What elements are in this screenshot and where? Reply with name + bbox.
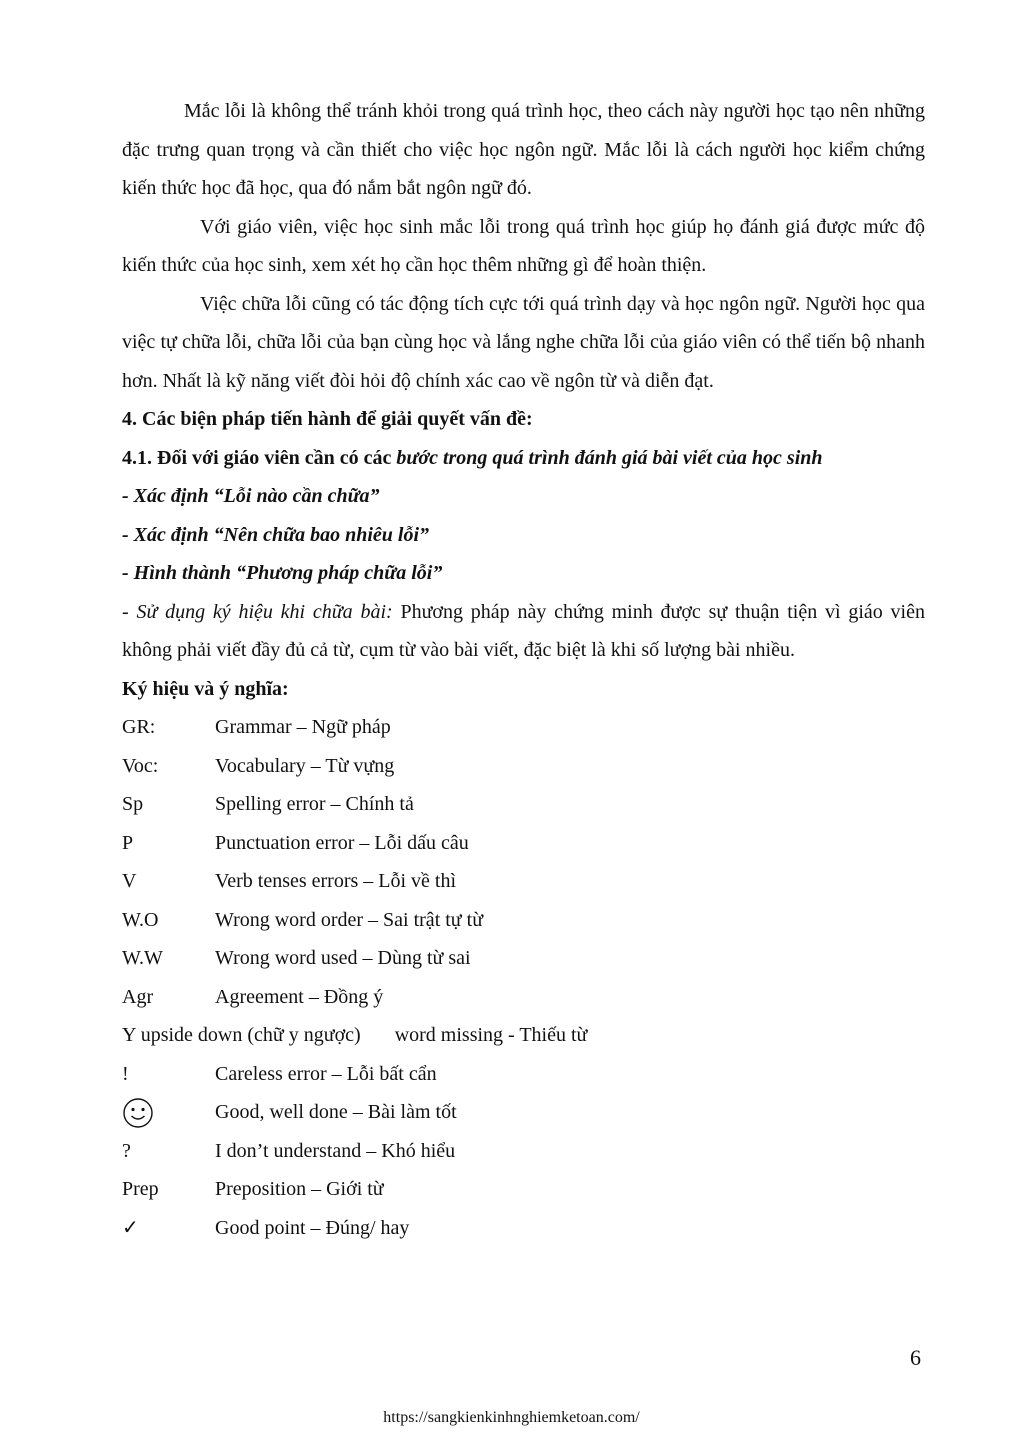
subsection-bold-italic: bước trong quá trình đánh giá bài viết của học sinh bbox=[396, 446, 823, 469]
symbol-row bbox=[122, 862, 925, 901]
symbols-list-3 bbox=[122, 1132, 925, 1248]
symbol-code: V bbox=[122, 870, 137, 892]
symbol-row bbox=[122, 1170, 925, 1209]
symbol-meaning: Wrong word order – Sai trật tự từ bbox=[215, 908, 484, 931]
symbol-meaning: Spelling error – Chính tả bbox=[215, 793, 414, 815]
symbol-row bbox=[122, 1132, 925, 1171]
subsection-bold: 4.1. Đối với giáo viên cần có các bbox=[122, 446, 397, 469]
symbol-code: Voc: bbox=[122, 754, 159, 777]
symbol-row bbox=[122, 785, 925, 824]
method-paragraph bbox=[122, 593, 925, 670]
symbol-code: P bbox=[122, 831, 134, 854]
method-text: Phương pháp này chứng minh được sự thuận tiện vì giáo viên không phải viết đầy đủ cả từ, cụm từ vào bài viết, đặc biệt là khi số lượng bài nhiều. bbox=[122, 600, 925, 661]
step-2: - Xác định “Nên chữa bao nhiêu lỗi” bbox=[122, 523, 430, 546]
subsection-heading bbox=[122, 439, 925, 478]
symbol-row bbox=[122, 1209, 925, 1248]
symbol-meaning: Careless error – Lỗi bất cẩn bbox=[215, 1062, 437, 1085]
symbol-y: Y upside down (chữ y ngược) bbox=[122, 1024, 361, 1046]
symbol-meaning: Good, well done – Bài làm tốt bbox=[215, 1101, 457, 1123]
symbol-meaning: Good point – Đúng/ hay bbox=[215, 1216, 410, 1239]
symbol-row bbox=[122, 901, 925, 940]
symbol-row bbox=[122, 1055, 925, 1094]
footer-url: https://sangkienkinhnghiemketoan.com/ bbox=[383, 1409, 640, 1426]
symbol-row bbox=[122, 708, 925, 747]
symbol-code: Prep bbox=[122, 1178, 159, 1200]
symbol-row bbox=[122, 939, 925, 978]
paragraph-2: Với giáo viên, việc học sinh mắc lỗi trong quá trình học giúp họ đánh giá được mức độ kiến thức của học sinh, xem xét họ cần học thêm những gì để hoàn thiện. bbox=[122, 215, 925, 276]
method-label: - Sử dụng ký hiệu khi chữa bài: bbox=[122, 600, 393, 623]
section-heading: 4. Các biện pháp tiến hành để giải quyết vấn đề: bbox=[122, 408, 533, 430]
paragraph-1: Mắc lỗi là không thể tránh khỏi trong quá trình học, theo cách này người học tạo nên những đặc trưng quan trọng và cần thiết cho việc học ngôn ngữ. Mắc lỗi là cách người học kiểm chứng kiến thức học đã học, qua đó nắm bắt ngôn ngữ đó. bbox=[122, 100, 925, 199]
symbol-meaning: Grammar – Ngữ pháp bbox=[215, 716, 391, 738]
page-number: 6 bbox=[910, 1345, 921, 1370]
symbol-code: GR: bbox=[122, 716, 156, 738]
symbol-code: ? bbox=[122, 1139, 131, 1162]
symbol-meaning: I don’t understand – Khó hiểu bbox=[215, 1139, 456, 1162]
symbol-row bbox=[122, 978, 925, 1017]
symbol-meaning: Verb tenses errors – Lỗi về thì bbox=[215, 870, 457, 892]
symbol-meaning: Punctuation error – Lỗi dấu câu bbox=[215, 831, 469, 854]
symbol-row bbox=[122, 824, 925, 863]
symbols-list bbox=[122, 708, 925, 1016]
symbol-code: W.W bbox=[122, 947, 163, 969]
symbol-row-y bbox=[122, 1016, 925, 1055]
smiley-icon bbox=[122, 1093, 215, 1132]
step-3: - Hình thành “Phương pháp chữa lỗi” bbox=[122, 562, 443, 584]
symbol-meaning: Vocabulary – Từ vựng bbox=[215, 754, 395, 777]
paragraph-3: Việc chữa lỗi cũng có tác động tích cực tới quá trình dạy và học ngôn ngữ. Người học qua việc tự chữa lỗi, chữa lỗi của bạn cùng học và lắng nghe chữa lỗi của giáo viên có thể tiến bộ nhanh hơn. Nhất là kỹ năng viết đòi hỏi độ chính xác cao về ngôn từ và diễn đạt. bbox=[122, 292, 925, 392]
symbol-code: ✓ bbox=[122, 1216, 139, 1239]
symbol-meaning: Preposition – Giới từ bbox=[215, 1178, 384, 1200]
symbol-code: Agr bbox=[122, 985, 154, 1008]
symbol-code: Sp bbox=[122, 793, 144, 815]
symbol-row bbox=[122, 747, 925, 786]
symbols-heading: Ký hiệu và ý nghĩa: bbox=[122, 677, 289, 700]
symbol-code: W.O bbox=[122, 908, 159, 931]
symbol-meaning: Wrong word used – Dùng từ sai bbox=[215, 947, 471, 969]
document-page bbox=[122, 92, 925, 1247]
symbol-y-meaning: word missing - Thiếu từ bbox=[394, 1024, 588, 1046]
step-1: - Xác định “Lỗi nào cần chữa” bbox=[122, 485, 380, 507]
symbol-meaning: Agreement – Đồng ý bbox=[215, 985, 384, 1008]
symbol-row-smiley bbox=[122, 1093, 925, 1132]
symbols-list-2 bbox=[122, 1055, 925, 1094]
symbol-code: ! bbox=[122, 1062, 129, 1085]
